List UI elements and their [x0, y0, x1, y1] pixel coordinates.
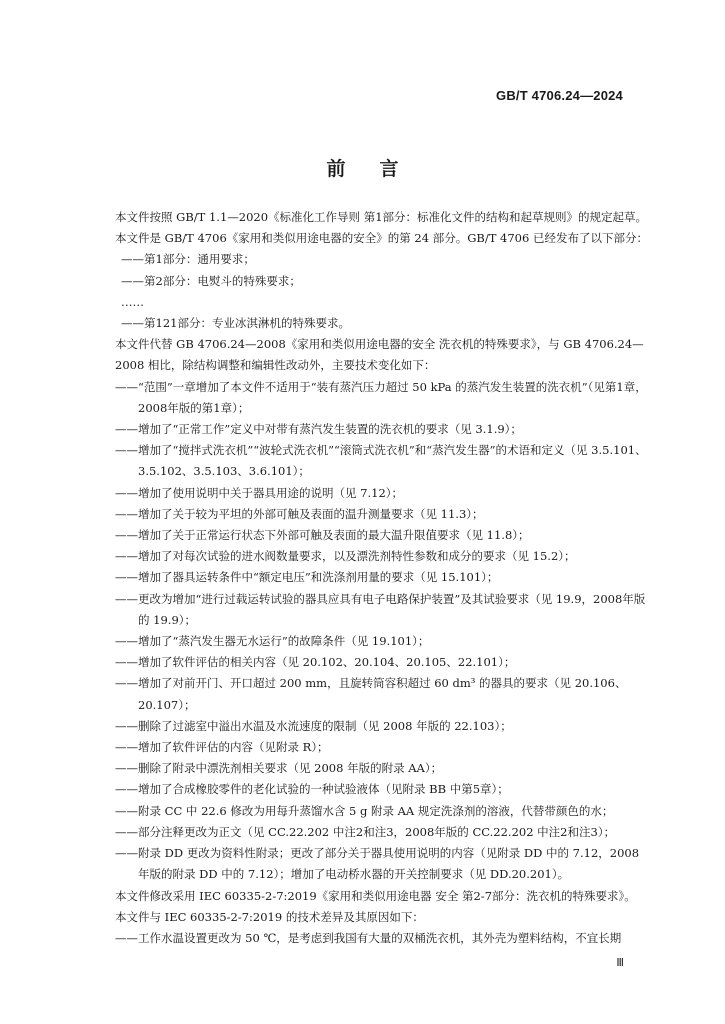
change-item-text: 增加了“正常工作”定义中对带有蒸汽发生装置的洗衣机的要求（见 3.1.9）；: [138, 422, 522, 437]
change-item-text: 增加了使用说明中关于器具用途的说明（见 7.12）；: [138, 485, 404, 500]
change-item: [115, 546, 652, 567]
document-code: GB/T 4706.24—2024: [496, 88, 623, 103]
change-item-text: 增加了关于较为平坦的外部可触及表面的温升测量要求（见 11.3）；: [138, 506, 484, 521]
change-item-text: 增加了关于正常运行状态下外部可触及表面的最大温升限值要求（见 11.8）；: [138, 528, 530, 543]
change-item-text: 增加了器具运转条件中“额定电压”和洗涤剂用量的要求（见 15.101）；: [138, 570, 499, 585]
dash-marker: ——: [115, 803, 138, 818]
change-item-text: 增加了软件评估的相关内容（见 20.102、20.104、20.105、22.101）；: [138, 655, 516, 670]
document-body: [115, 207, 652, 949]
page-title: 前言: [326, 158, 433, 180]
changes-list: [115, 377, 652, 886]
change-item: [115, 801, 652, 822]
change-item-text: 增加了合成橡胶零件的老化试验的一种试验液体（见附录 BB 中第5章）；: [138, 782, 509, 797]
dash-marker: ——: [115, 443, 138, 458]
part-list-item: ——第2部分：电熨斗的特殊要求；: [121, 273, 301, 288]
change-item-text: 更改为增加“进行过载运转试验的器具应具有电子电路保护装置”及其试验要求（见 19.9，2008年版的 19.9）；: [138, 591, 646, 627]
change-item-text: 删除了过滤室中溢出水温及水流速度的限制（见 2008 年版的 22.103）；: [138, 718, 512, 733]
change-item: [115, 377, 652, 419]
dash-marker: ——: [115, 379, 138, 394]
change-item: [115, 652, 652, 673]
change-item-text: 增加了对每次试验的进水阀数量要求，以及漂洗剂特性参数和成分的要求（见 15.2）；: [138, 549, 576, 564]
dash-marker: ——: [115, 676, 138, 691]
dash-marker: ——: [115, 506, 138, 521]
change-item: [115, 504, 652, 525]
dash-marker: ——: [115, 549, 138, 564]
change-item: [115, 822, 652, 843]
change-item: [115, 716, 652, 737]
change-item-text: 附录 DD 更改为资料性附录；更改了部分关于器具使用说明的内容（见附录 DD 中的 7.12，2008 年版的附录 DD 中的 7.12）；增加了电动桥水器的开关控制要求（见 DD.20.201）。: [138, 846, 640, 882]
change-item-text: 附录 CC 中 22.6 修改为用每升蒸馏水含 5 g 附录 AA 规定洗涤剂的溶液，代替带颜色的水；: [138, 803, 614, 818]
change-item: [115, 843, 652, 885]
dash-marker: ——: [115, 485, 138, 500]
dash-marker: ——: [115, 761, 138, 776]
dash-marker: ——: [115, 655, 138, 670]
dash-marker: ——: [115, 718, 138, 733]
dash-marker: ——: [115, 570, 138, 585]
change-item: [115, 631, 652, 652]
dash-marker: ——: [115, 528, 138, 543]
change-item-text: 删除了附录中漂洗剂相关要求（见 2008 年版的附录 AA）；: [138, 761, 443, 776]
dash-marker: ——: [115, 846, 138, 861]
change-item: [115, 758, 652, 779]
dash-marker: ——: [115, 782, 138, 797]
change-item: [115, 525, 652, 546]
change-item: [115, 419, 652, 440]
change-item: [115, 567, 652, 588]
dash-marker: ——: [115, 634, 138, 649]
intro-paragraph: 本文件按照 GB/T 1.1—2020《标准化工作导则 第1部分：标准化文件的结构和起草规则》的规定起草。: [115, 210, 648, 224]
part-list-item: ——第1部分：通用要求；: [121, 252, 255, 267]
differences-paragraph: 本文件与 IEC 60335-2-7:2019 的技术差异及其原因如下：: [115, 909, 424, 924]
change-item-text: 增加了“蒸汽发生器无水运行”的故障条件（见 19.101）；: [138, 634, 430, 649]
part-list-ellipsis: ……: [121, 294, 144, 309]
change-item-text: 增加了对前开门、开口超过 200 mm，且旋转筒容积超过 60 dm³ 的器具的要求（见 20.106、20.107）；: [138, 676, 627, 712]
dash-marker: ——: [115, 930, 138, 945]
change-item-text: 增加了软件评估的内容（见附录 R）；: [138, 740, 329, 755]
differences-list: [115, 928, 652, 949]
dash-marker: ——: [115, 422, 138, 437]
change-item: [115, 779, 652, 800]
part-list-item: ——第121部分：专业冰淇淋机的特殊要求。: [121, 316, 350, 331]
change-item: [115, 589, 652, 631]
dash-marker: ——: [115, 591, 138, 606]
change-item-text: 部分注释更改为正文（见 CC.22.202 中注2和注3，2008年版的 CC.22.202 中注2和注3）；: [138, 824, 616, 839]
adoption-paragraph: 本文件修改采用 IEC 60335-2-7:2019《家用和类似用途电器 安全 第2-7部分：洗衣机的特殊要求》。: [115, 888, 636, 903]
page-number: Ⅲ: [616, 957, 624, 969]
series-paragraph: 本文件是 GB/T 4706《家用和类似用途电器的安全》的第 24 部分。GB/T 4706 已经发布了以下部分：: [115, 231, 648, 246]
change-item: [115, 737, 652, 758]
change-item: [115, 928, 652, 949]
change-item-text: “范围”一章增加了本文件不适用于“装有蒸汽压力超过 50 kPa 的蒸汽发生装置的洗衣机”（见第1章，2008年版的第1章）；: [138, 379, 647, 415]
change-item-text: 工作水温设置更改为 50 ℃，是考虑到我国有大量的双桶洗衣机，其外壳为塑料结构，不宜长期: [138, 930, 622, 945]
change-item-text: 增加了“搅拌式洗衣机”“波轮式洗衣机”“滚筒式洗衣机”和“蒸汽发生器”的术语和定义（见 3.5.101、3.5.102、3.5.103、3.6.101）；: [138, 443, 647, 479]
dash-marker: ——: [115, 740, 138, 755]
replacement-paragraph: 本文件代替 GB 4706.24—2008《家用和类似用途电器的安全 洗衣机的特殊要求》，与 GB 4706.24—2008 相比，除结构调整和编辑性改动外，主要技术变化如下：: [115, 337, 644, 373]
change-item: [115, 673, 652, 715]
change-item: [115, 440, 652, 482]
dash-marker: ——: [115, 824, 138, 839]
change-item: [115, 483, 652, 504]
